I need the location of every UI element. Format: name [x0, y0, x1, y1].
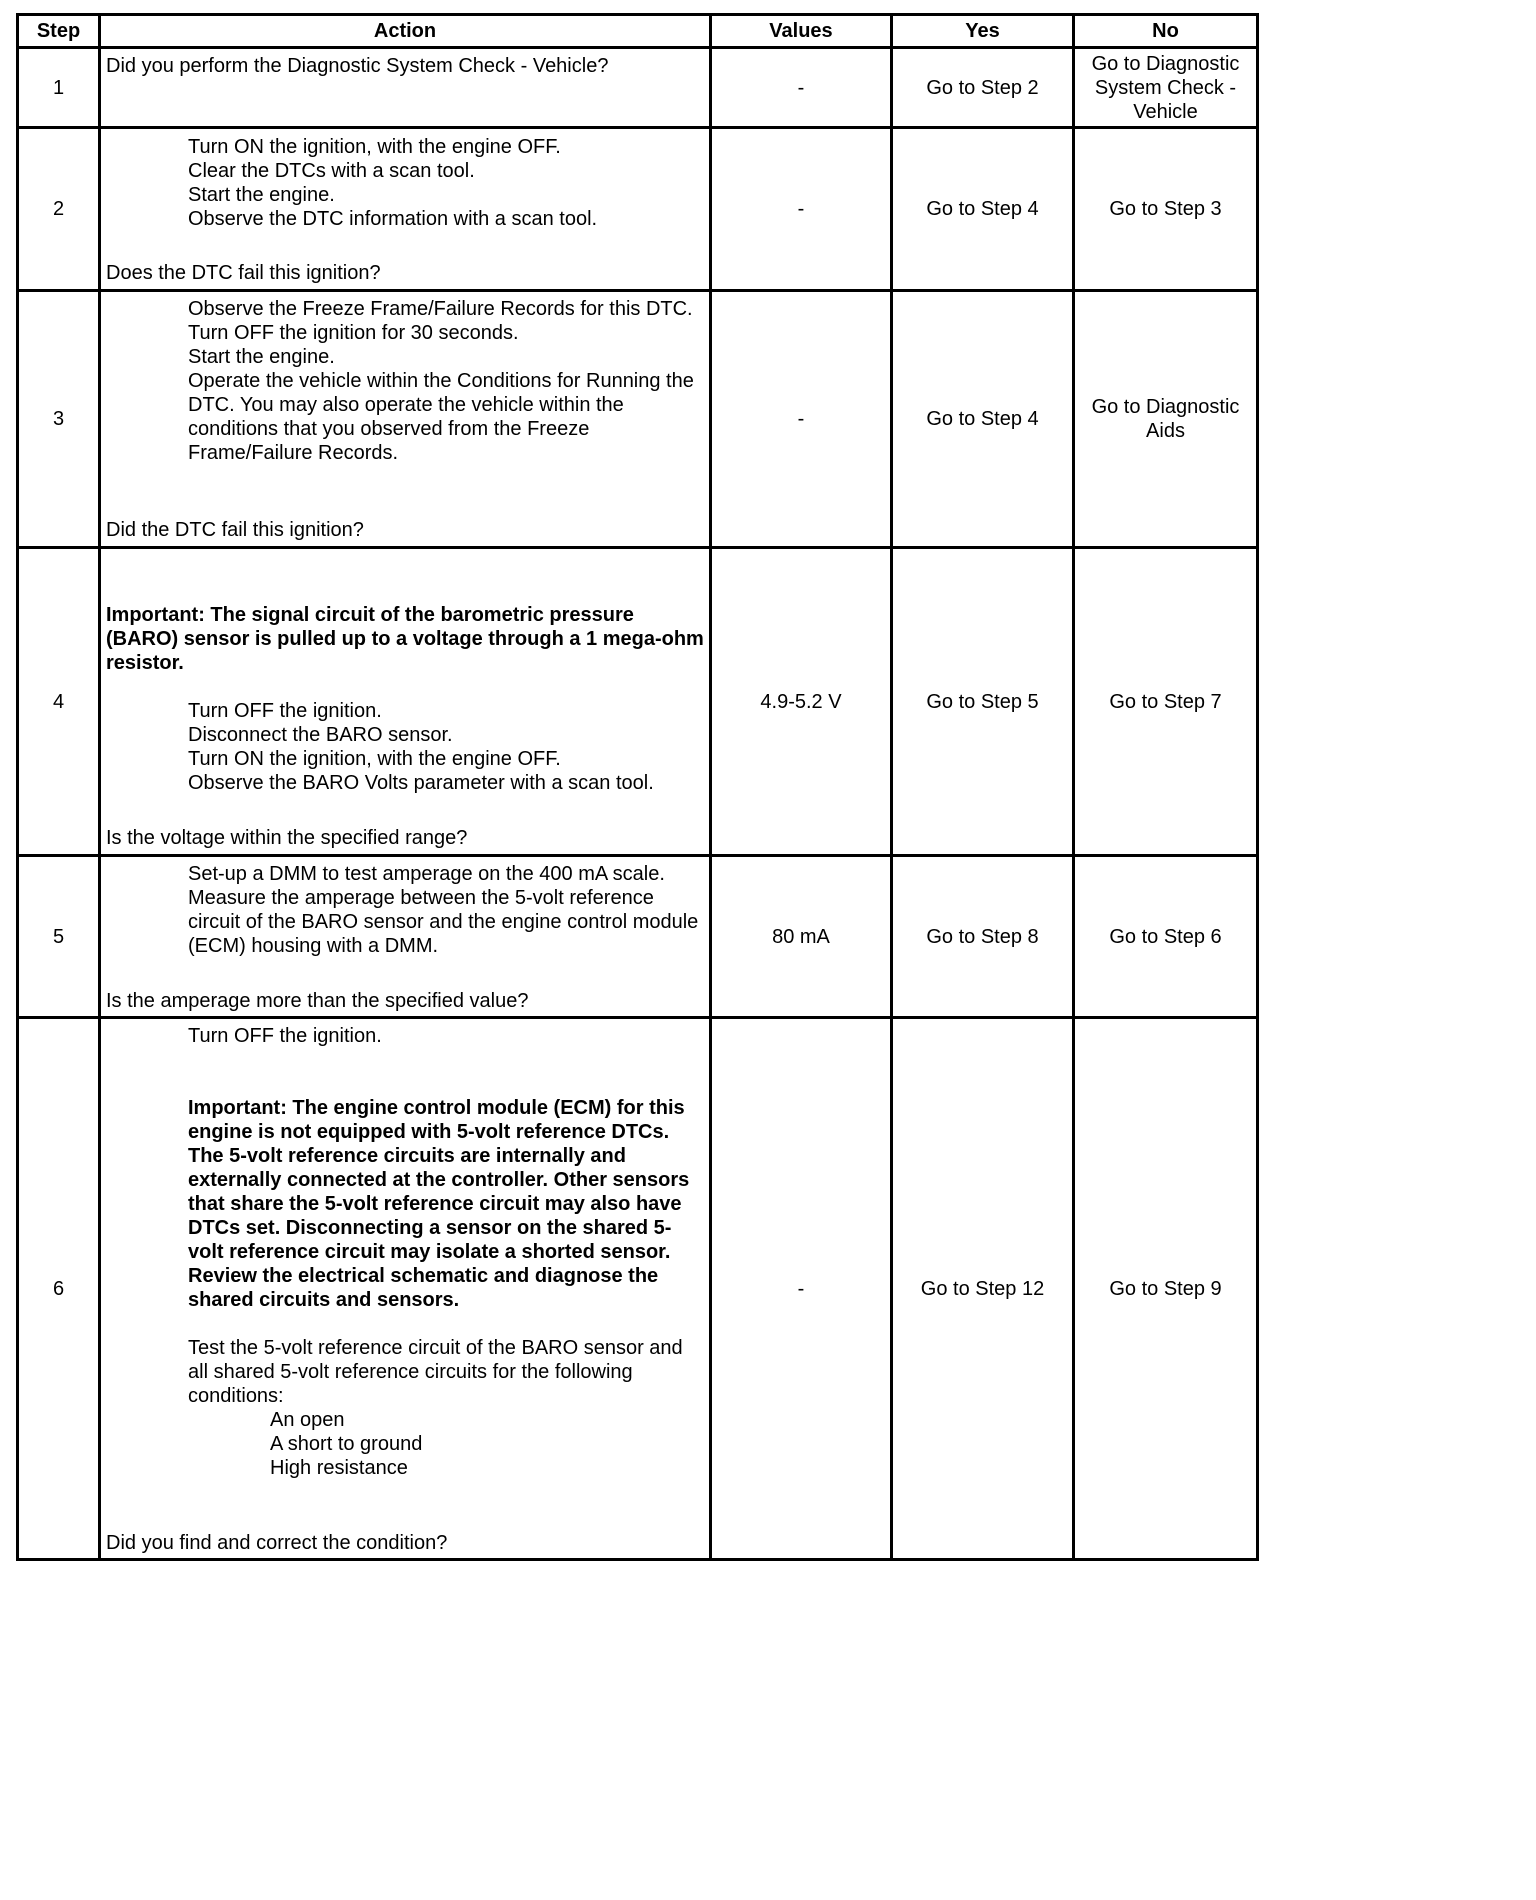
header-action: Action — [100, 15, 711, 48]
no-cell: Go to Diagnostic Aids — [1074, 291, 1258, 548]
yes-cell: Go to Step 5 — [892, 548, 1074, 856]
value-cell: - — [711, 128, 892, 291]
instruction-item: Start the engine. — [188, 346, 335, 368]
no-cell: Go to Step 6 — [1074, 856, 1258, 1018]
yes-cell: Go to Step 12 — [892, 1018, 1074, 1560]
instruction-item: Observe the BARO Volts parameter with a scan tool. — [188, 771, 654, 794]
condition-item: An open — [270, 1408, 345, 1431]
instruction-list — [106, 297, 705, 465]
action-cell — [100, 291, 711, 548]
step-question: Is the voltage within the specified range? — [106, 826, 468, 849]
no-cell: Go to Step 9 — [1074, 1018, 1258, 1560]
header-values: Values — [711, 15, 892, 48]
value-cell: 80 mA — [711, 856, 892, 1018]
table-row — [18, 1018, 1258, 1560]
important-note: Important: The engine control module (ECM) for this engine is not equipped with 5-volt reference DTCs. The 5-volt reference circuits are internally and externally connected at the controller. Other sensors that share the 5-volt reference circuit may also have DTCs set. Disconnecting a sensor on the shared 5-volt reference circuit may isolate a shorted sensor. Review the electrical schematic and diagnose the shared circuits and sensors. — [188, 1096, 690, 1311]
condition-item: High resistance — [270, 1456, 408, 1479]
condition-item: A short to ground — [270, 1432, 423, 1455]
instruction-list — [106, 135, 705, 231]
table-row — [18, 856, 1258, 1018]
value-cell: - — [711, 1018, 892, 1560]
condition-list — [106, 1408, 705, 1480]
value-cell: - — [711, 291, 892, 548]
instruction-list — [106, 699, 705, 795]
header-no: No — [1074, 15, 1258, 48]
yes-cell: Go to Step 4 — [892, 128, 1074, 291]
step-number: 4 — [18, 548, 100, 856]
step-number: 6 — [18, 1018, 100, 1560]
instruction-item: Turn ON the ignition, with the engine OFF. — [188, 747, 561, 770]
action-cell — [100, 128, 711, 291]
step-number: 3 — [18, 291, 100, 548]
table-row — [18, 48, 1258, 128]
value-cell: - — [711, 48, 892, 128]
no-cell: Go to Step 7 — [1074, 548, 1258, 856]
table-row — [18, 128, 1258, 291]
instruction-item: Operate the vehicle within the Conditions for Running the DTC. You may also operate the vehicle within the conditions that you observed from the Freeze Frame/Failure Records. — [188, 370, 694, 464]
diagnostic-table — [16, 13, 1259, 1561]
step-question: Does the DTC fail this ignition? — [106, 261, 381, 284]
instruction-item: Set-up a DMM to test amperage on the 400 mA scale. — [188, 862, 665, 885]
instruction-item: Turn ON the ignition, with the engine OFF. — [188, 135, 561, 158]
instruction-item: Turn OFF the ignition. — [188, 699, 382, 722]
instruction-item: Disconnect the BARO sensor. — [188, 723, 453, 746]
step-number: 2 — [18, 128, 100, 291]
action-cell — [100, 1018, 711, 1560]
header-row — [18, 15, 1258, 48]
yes-cell: Go to Step 4 — [892, 291, 1074, 548]
instruction-item: Measure the amperage between the 5-volt reference circuit of the BARO sensor and the engine control module (ECM) housing with a DMM. — [188, 886, 699, 957]
instruction-list — [106, 862, 705, 958]
step-question: Did you perform the Diagnostic System Check - Vehicle? — [106, 55, 609, 77]
action-cell — [100, 856, 711, 1018]
step-question: Did you find and correct the condition? — [106, 1531, 448, 1554]
no-cell: Go to Diagnostic System Check - Vehicle — [1074, 48, 1258, 128]
no-cell: Go to Step 3 — [1074, 128, 1258, 291]
instruction-item: Clear the DTCs with a scan tool. — [188, 159, 475, 182]
table-row — [18, 291, 1258, 548]
yes-cell: Go to Step 8 — [892, 856, 1074, 1018]
instruction-item: Turn OFF the ignition for 30 seconds. — [188, 322, 519, 344]
instruction-item: Turn OFF the ignition. — [188, 1024, 382, 1047]
action-cell — [100, 548, 711, 856]
step-number: 5 — [18, 856, 100, 1018]
instruction-item: Observe the Freeze Frame/Failure Records for this DTC. — [188, 298, 693, 320]
step-number: 1 — [18, 48, 100, 128]
header-step: Step — [18, 15, 100, 48]
instruction-item: Test the 5-volt reference circuit of the BARO sensor and all shared 5-volt reference circuits for the following conditions: — [188, 1336, 683, 1407]
value-cell: 4.9-5.2 V — [711, 548, 892, 856]
header-yes: Yes — [892, 15, 1074, 48]
yes-cell: Go to Step 2 — [892, 48, 1074, 128]
table-row — [18, 548, 1258, 856]
step-question: Is the amperage more than the specified value? — [106, 989, 529, 1012]
step-question: Did the DTC fail this ignition? — [106, 519, 364, 541]
important-note: Important: The signal circuit of the barometric pressure (BARO) sensor is pulled up to a voltage through a 1 mega-ohm resistor. — [106, 603, 704, 674]
action-cell — [100, 48, 711, 128]
instruction-item: Start the engine. — [188, 183, 335, 206]
instruction-item: Observe the DTC information with a scan tool. — [188, 207, 598, 230]
